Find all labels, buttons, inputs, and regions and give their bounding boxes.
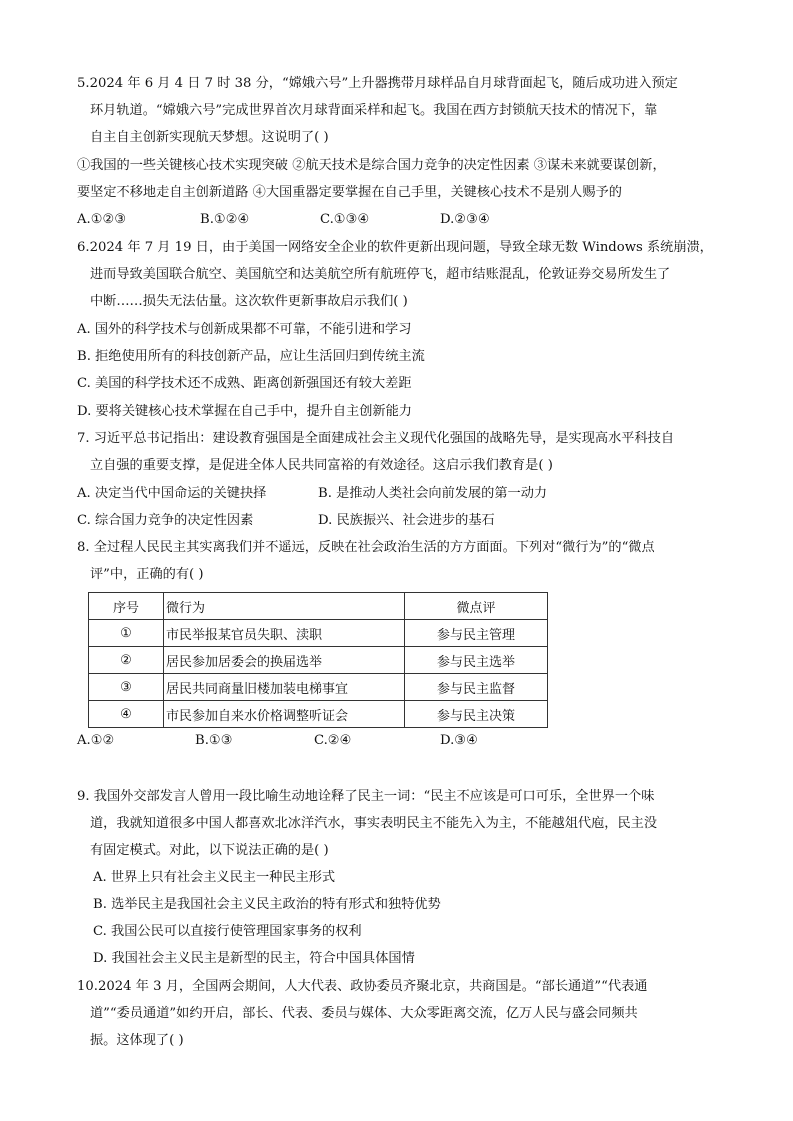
q5-choice-c: C.①③④	[320, 212, 370, 227]
q7-option-b: B. 是推动人类社会向前发展的第一动力	[318, 486, 548, 501]
q5-stem-line-2: 环月轨道。“嫦娥六号”完成世界首次月球背面采样和起飞。我国在西方封锁航天技术的情况下，靠	[90, 103, 658, 118]
q5-choice-d: D.②③④	[440, 212, 490, 227]
table-row	[89, 701, 548, 728]
table-cell-number: ②	[89, 647, 164, 674]
table-cell-behavior: 居民共同商量旧楼加装电梯事宜	[164, 674, 405, 701]
q8-choice-d: D.③④	[440, 733, 478, 748]
table-cell-comment: 参与民主监督	[405, 674, 548, 701]
q6-option-d: D. 要将关键核心技术掌握在自己手中，提升自主创新能力	[77, 404, 412, 419]
table-header-number: 序号	[89, 593, 164, 620]
q7-option-a: A. 决定当代中国命运的关键抉择	[77, 486, 267, 501]
table-cell-behavior: 市民举报某官员失职、渎职	[164, 620, 405, 647]
table-header-row	[89, 593, 548, 620]
q5-choice-a: A.①②③	[77, 212, 127, 227]
table-cell-comment: 参与民主选举	[405, 647, 548, 674]
q5-stem-line-3: 自主自主创新实现航天梦想。这说明了( )	[90, 130, 329, 145]
q8-choice-b: B.①③	[195, 733, 233, 748]
q6-option-c: C. 美国的科学技术还不成熟、距离创新强国还有较大差距	[77, 376, 412, 391]
q8-choice-a: A.①②	[77, 733, 115, 748]
q9-option-c: C. 我国公民可以直接行使管理国家事务的权利	[93, 924, 362, 939]
q7-stem-line-2: 立自强的重要支撑，是促进全体人民共同富裕的有效途径。这启示我们教育是( )	[90, 458, 553, 473]
q5-statements-line-1: ①我国的一些关键核心技术实现突破 ②航天技术是综合国力竞争的决定性因素 ③谋未来就要谋创新，	[77, 158, 666, 173]
q5-choice-b: B.①②④	[200, 212, 250, 227]
q5-statements-line-2: 要坚定不移地走自主创新道路 ④大国重器定要掌握在自己手里，关键核心技术不是别人赐予的	[77, 185, 622, 200]
table-header-behavior: 微行为	[164, 593, 405, 620]
q9-stem-line-2: 道，我就知道很多中国人都喜欢北冰洋汽水，事实表明民主不能先入为主，不能越俎代庖，民主没	[90, 816, 658, 831]
q6-option-a: A. 国外的科学技术与创新成果都不可靠，不能引进和学习	[77, 322, 412, 337]
table-row	[89, 647, 548, 674]
q9-stem-line-3: 有固定模式。对此，以下说法正确的是( )	[90, 843, 329, 858]
table-cell-behavior: 市民参加自来水价格调整听证会	[164, 701, 405, 728]
table-cell-comment: 参与民主管理	[405, 620, 548, 647]
table-cell-number: ①	[89, 620, 164, 647]
q5-stem-line-1: 5.2024 年 6 月 4 日 7 时 38 分，“嫦娥六号”上升器携带月球样品自月球背面起飞，随后成功进入预定	[77, 76, 678, 91]
q6-stem-line-3: 中断……损失无法估量。这次软件更新事故启示我们( )	[90, 294, 408, 309]
q8-table	[88, 592, 548, 728]
q10-stem-line-2: 道”“委员通道”如约开启，部长、代表、委员与媒体、大众零距离交流，亿万人民与盛会同频共	[90, 1006, 638, 1021]
table-cell-number: ④	[89, 701, 164, 728]
q9-option-a: A. 世界上只有社会主义民主一种民主形式	[93, 870, 336, 885]
q6-option-b: B. 拒绝使用所有的科技创新产品，应让生活回归到传统主流	[77, 349, 425, 364]
table-header-comment: 微点评	[405, 593, 548, 620]
table-row	[89, 620, 548, 647]
q6-stem-line-1: 6.2024 年 7 月 19 日，由于美国一网络安全企业的软件更新出现问题，导致全球无数 Windows 系统崩溃，	[77, 240, 713, 255]
q8-stem-line-2: 评”中，正确的有( )	[90, 567, 204, 582]
q9-option-d: D. 我国社会主义民主是新型的民主，符合中国具体国情	[93, 951, 415, 966]
table-cell-behavior: 居民参加居委会的换届选举	[164, 647, 405, 674]
q10-stem-line-3: 振。这体现了( )	[90, 1033, 184, 1048]
table-cell-comment: 参与民主决策	[405, 701, 548, 728]
q7-option-c: C. 综合国力竞争的决定性因素	[77, 513, 254, 528]
q9-option-b: B. 选举民主是我国社会主义民主政治的特有形式和独特优势	[93, 897, 441, 912]
q7-option-d: D. 民族振兴、社会进步的基石	[318, 513, 495, 528]
q10-stem-line-1: 10.2024 年 3 月，全国两会期间，人大代表、政协委员齐聚北京，共商国是。“部长通道”“代表通	[77, 979, 648, 994]
q6-stem-line-2: 进而导致美国联合航空、美国航空和达美航空所有航班停飞，超市结账混乱，伦敦证券交易所发生了	[90, 267, 671, 282]
q8-choice-c: C.②④	[314, 733, 352, 748]
q7-stem-line-1: 7. 习近平总书记指出：建设教育强国是全面建成社会主义现代化强国的战略先导，是实现高水平科技自	[77, 431, 675, 446]
table-row	[89, 674, 548, 701]
q9-stem-line-1: 9. 我国外交部发言人曾用一段比喻生动地诠释了民主一词：“民主不应该是可口可乐，全世界一个味	[77, 789, 655, 804]
table-cell-number: ③	[89, 674, 164, 701]
q8-stem-line-1: 8. 全过程人民民主其实离我们并不遥远，反映在社会政治生活的方方面面。下列对“微行为”的“微点	[77, 540, 655, 555]
